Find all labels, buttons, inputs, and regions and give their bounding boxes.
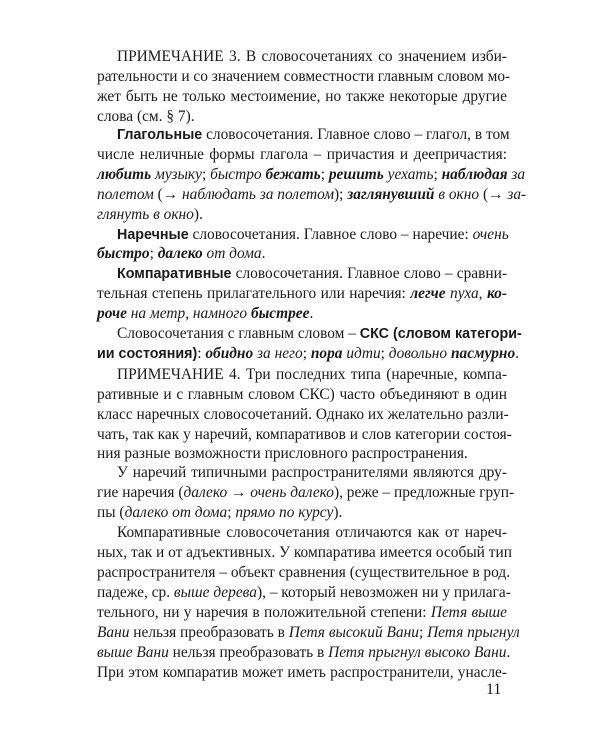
text-line: класс наречных словосочетаний. Однако их желательно разли-: [97, 406, 509, 423]
text-line: При этом компаратив может иметь распространители, унасле-: [97, 664, 507, 681]
text-line: тельного, ни у наречия в положительной степени: Петя выше: [97, 604, 507, 621]
text-line: распространителя – объект сравнения (существительное в род.: [97, 564, 511, 581]
text-line: числе неличные формы глагола – причастия и деепричастия:: [97, 146, 507, 163]
text-line: Словосочетания с главным словом – СКС (словом категори-: [117, 325, 522, 342]
text-line: рательности и со значением совместности главным словом мо-: [97, 68, 511, 85]
text-line: Вани нельзя преобразовать в Петя высокий Вани; Петя прыгнул: [97, 624, 520, 641]
text-line: ПРИМЕЧАНИЕ 3. В словосочетаниях со значением изби-: [117, 48, 507, 65]
page-number: 11: [486, 681, 502, 698]
text-line: тельная степень прилагательного или наречия: легче пуха, ко-: [97, 285, 507, 302]
text-line: роче на метр, намного быстрее.: [97, 305, 314, 322]
text-line: ПРИМЕЧАНИЕ 4. Три последних типа (наречные, компа-: [117, 366, 507, 383]
text-line: Глагольные словосочетания. Главное слово – глагол, в том: [117, 126, 510, 143]
text-line: У наречий типичными распространителями являются дру-: [117, 464, 507, 481]
text-line: ния разные возможности присловного распространения.: [97, 445, 468, 462]
text-line: слова (см. § 7).: [97, 108, 195, 125]
text-line: ии состояния): обидно за него; пора идти; довольно пасмурно.: [97, 345, 520, 362]
text-line: Компаративные словосочетания. Главное слово – сравни-: [117, 265, 507, 282]
text-line: выше Вани нельзя преобразовать в Петя прыгнул высоко Вани.: [97, 644, 511, 661]
text-line: жет быть не только местоимение, но также некоторые другие: [97, 88, 507, 105]
text-line: падеже, ср. выше дерева), – который невозможен ни у прилага-: [97, 584, 511, 601]
text-line: полетом (→ наблюдать за полетом); заглянувший в окно (→ за-: [97, 186, 527, 203]
text-line: чать, так как у наречий, компаративов и слов категории состоя-: [97, 426, 512, 443]
text-line: Наречные словосочетания. Главное слово – наречие: очень: [117, 226, 509, 243]
text-line: Компаративные словосочетания отличаются как от нареч-: [117, 524, 507, 541]
text-line: любить музыку; быстро бежать; решить уехать; наблюдая за: [97, 166, 526, 183]
text-line: ных, так и от адъективных. У компаратива имеется особый тип: [97, 544, 512, 561]
text-line: пы (далеко от дома; прямо по курсу).: [97, 504, 343, 521]
text-line: гие наречия (далеко → очень далеко), реже – предложные груп-: [97, 484, 515, 501]
text-line: ративные и с главным словом СКС) часто объединяют в один: [97, 386, 507, 403]
text-line: глянуть в окно).: [97, 206, 203, 223]
text-line: быстро; далеко от дома.: [97, 245, 266, 262]
